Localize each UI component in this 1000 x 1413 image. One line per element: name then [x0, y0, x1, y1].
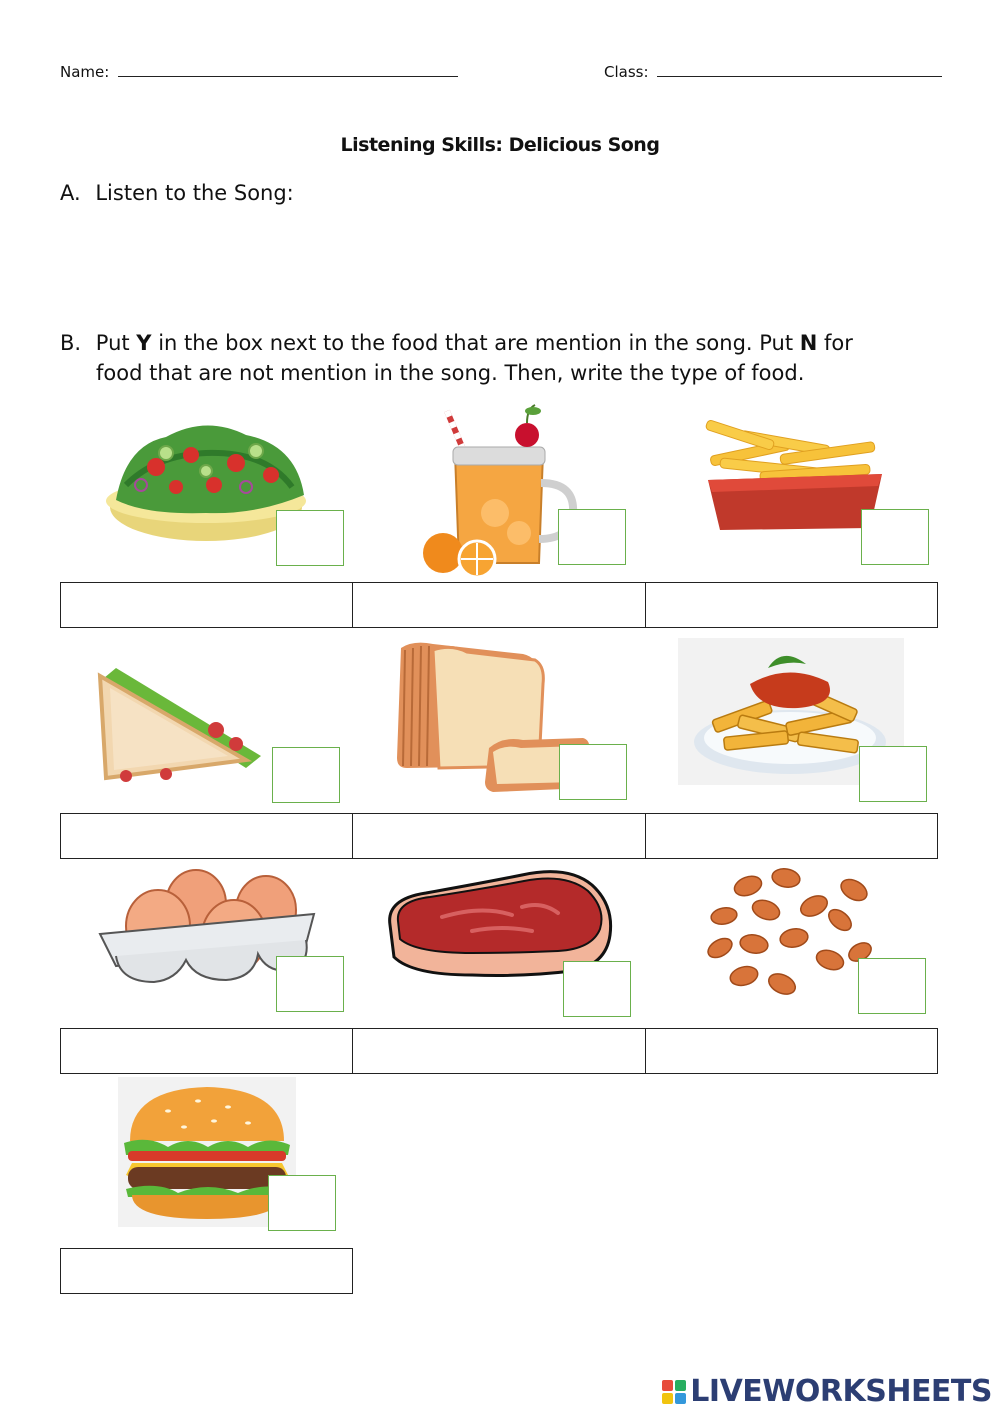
beans-icon — [704, 866, 880, 1000]
section-b-marker: B. — [60, 331, 82, 355]
answer-box-juice[interactable] — [558, 509, 626, 565]
type-field-sandwich[interactable] — [60, 813, 353, 859]
answer-box-sandwich[interactable] — [272, 747, 340, 803]
section-b-text-1: Put — [95, 331, 137, 355]
section-a-text: Listen to the Song: — [95, 181, 294, 205]
name-line[interactable] — [118, 62, 458, 77]
page-title: Listening Skills: Delicious Song — [340, 134, 660, 156]
answer-box-beans[interactable] — [858, 958, 926, 1014]
n-letter: N — [799, 331, 818, 355]
class-label: Class: — [604, 63, 649, 81]
section-b-text-2: in the box next to the food that are mention in the song. Put — [151, 331, 800, 355]
section-a-marker: A. — [60, 181, 81, 205]
type-field-fries[interactable] — [646, 582, 938, 628]
answer-row-3 — [60, 1028, 938, 1074]
logo-mark-icon — [662, 1380, 686, 1404]
section-b-text-3: for — [817, 331, 853, 355]
type-field-burger[interactable] — [60, 1248, 353, 1294]
answer-box-salad[interactable] — [276, 510, 344, 566]
logo-square-red — [662, 1380, 673, 1391]
name-label: Name: — [60, 63, 110, 81]
answer-box-eggs[interactable] — [276, 956, 344, 1012]
section-b-line-2: food that are not mention in the song. Then, write the type of food. — [96, 361, 805, 385]
class-line[interactable] — [657, 62, 942, 77]
answer-row-1 — [60, 582, 938, 628]
type-field-pasta[interactable] — [646, 813, 938, 859]
answer-row-2 — [60, 813, 938, 859]
type-field-bread[interactable] — [353, 813, 645, 859]
section-a — [60, 178, 294, 208]
type-field-steak[interactable] — [353, 1028, 645, 1074]
logo-square-green — [675, 1380, 686, 1391]
liveworksheets-logo — [662, 1374, 992, 1409]
logo-square-yellow — [662, 1393, 673, 1404]
answer-box-pasta[interactable] — [859, 746, 927, 802]
sandwich-icon — [96, 660, 266, 785]
logo-square-blue — [675, 1393, 686, 1404]
answer-row-4 — [60, 1248, 353, 1294]
section-b — [60, 328, 940, 358]
logo-text: LIVEWORKSHEETS — [690, 1374, 992, 1409]
type-field-beans[interactable] — [646, 1028, 938, 1074]
answer-box-burger[interactable] — [268, 1175, 336, 1231]
type-field-salad[interactable] — [60, 582, 353, 628]
name-field — [60, 62, 458, 81]
answer-box-fries[interactable] — [861, 509, 929, 565]
y-letter: Y — [136, 331, 152, 355]
answer-box-steak[interactable] — [563, 961, 631, 1017]
class-field — [604, 62, 942, 81]
answer-box-bread[interactable] — [559, 744, 627, 800]
type-field-juice[interactable] — [353, 582, 645, 628]
type-field-eggs[interactable] — [60, 1028, 353, 1074]
